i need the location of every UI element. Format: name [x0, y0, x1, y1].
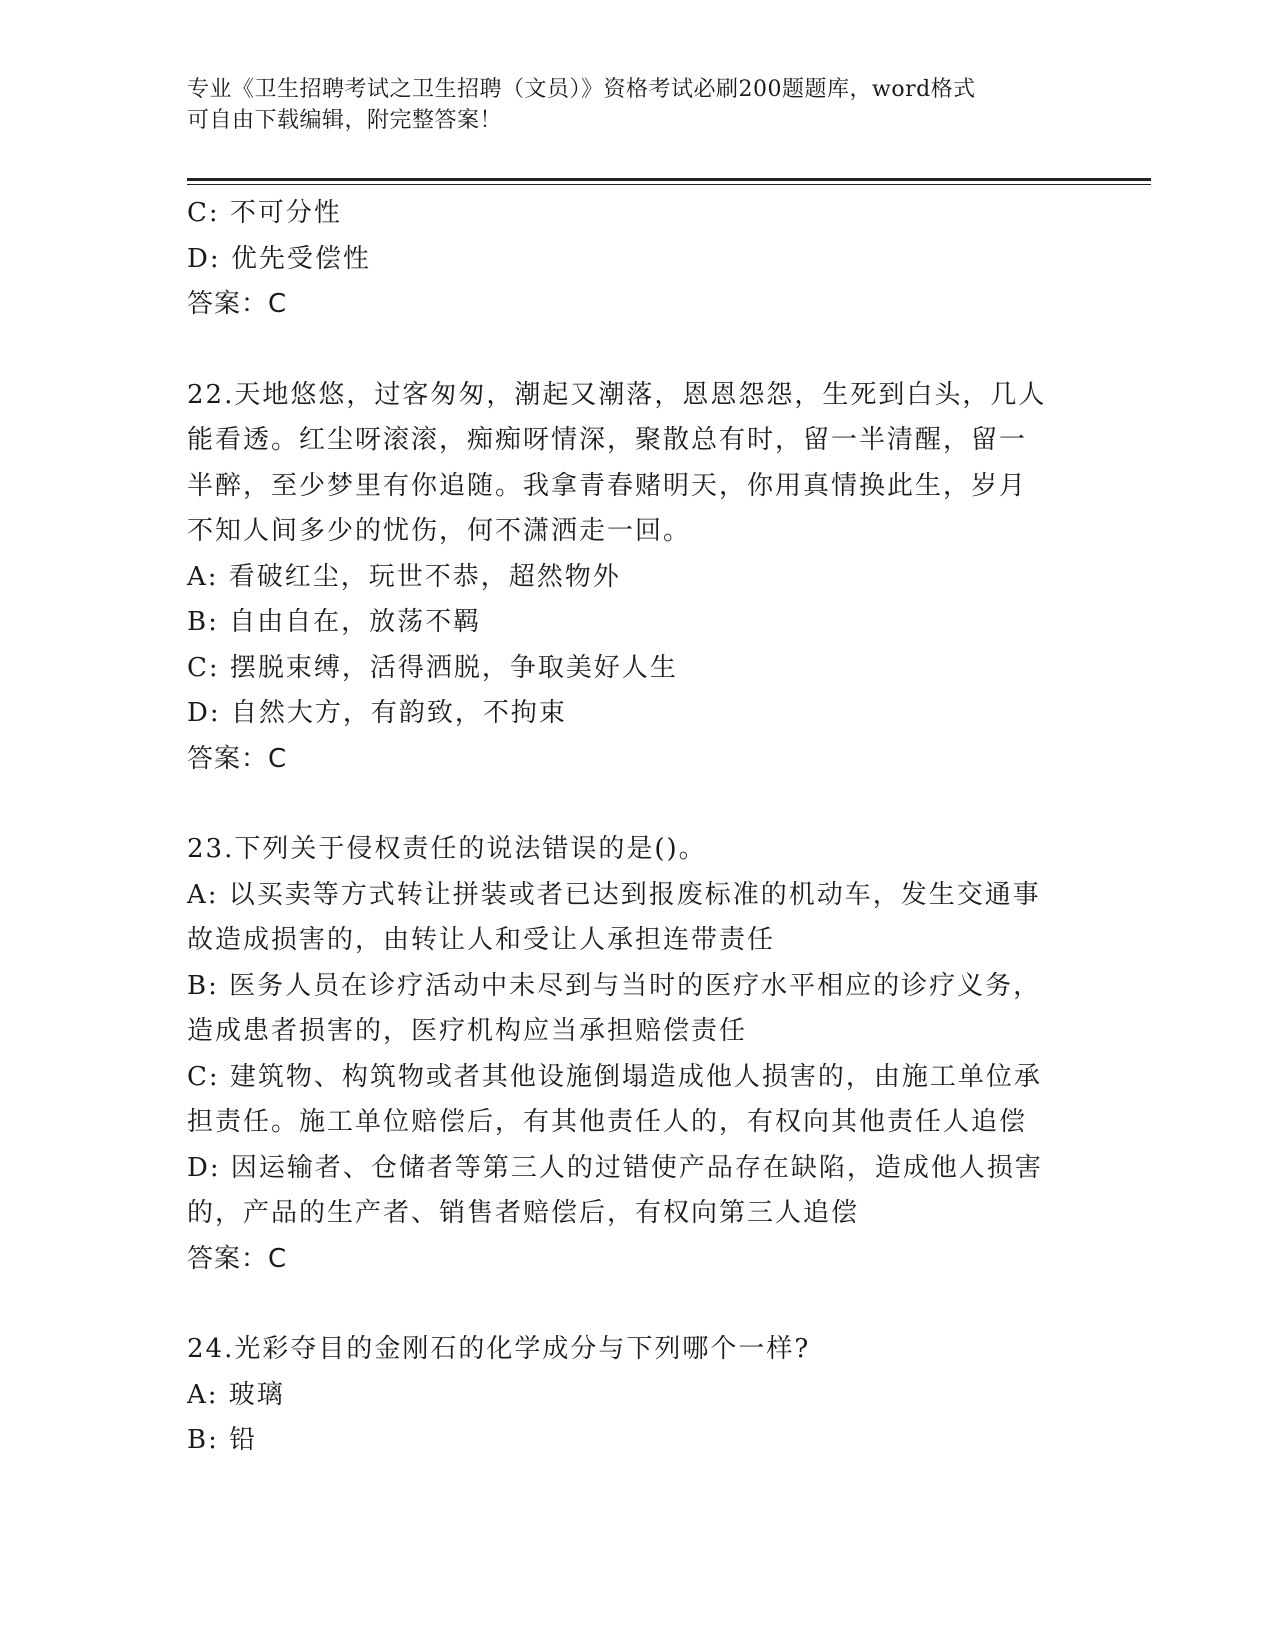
header-line-2: 可自由下载编辑，附完整答案！	[187, 108, 503, 133]
question-stem: 24.光彩夺目的金刚石的化学成分与下列哪个一样?	[187, 1334, 811, 1364]
question-stem-line: 不知人间多少的忧伤，何不潇洒走一回。	[187, 516, 692, 546]
option-d: D: 自然大方，有韵致，不拘束	[187, 698, 567, 728]
option-b: B: 铅	[187, 1425, 258, 1455]
question-22	[187, 373, 1087, 783]
answer-line: 答案：C	[187, 743, 288, 774]
option-a-line: A: 以买卖等方式转让拼装或者已达到报废标准的机动车，发生交通事	[187, 879, 1041, 910]
option-c: C: 摆脱束缚，活得洒脱，争取美好人生	[187, 652, 678, 683]
header-line-1: 专业《卫生招聘考试之卫生招聘（文员）》资格考试必刷200题题库，word格式	[187, 77, 976, 102]
spacer	[187, 1282, 1087, 1327]
previous-question	[187, 191, 1087, 328]
spacer	[187, 328, 1087, 373]
spacer	[187, 782, 1087, 827]
option-c: C: 不可分性	[187, 198, 342, 228]
document-header	[187, 74, 1067, 136]
question-content	[187, 191, 1087, 1464]
header-divider-thin	[187, 184, 1151, 185]
option-b-line: 造成患者损害的，医疗机构应当承担赔偿责任	[187, 1016, 748, 1046]
question-stem: 23.下列关于侵权责任的说法错误的是()。	[187, 834, 707, 864]
answer-line: 答案：C	[187, 1243, 288, 1274]
option-b-line: B: 医务人员在诊疗活动中未尽到与当时的医疗水平相应的诊疗义务，	[187, 970, 1042, 1001]
answer-line: 答案：C	[187, 289, 288, 319]
option-d-line: D: 因运输者、仓储者等第三人的过错使产品存在缺陷，造成他人损害	[187, 1152, 1043, 1183]
question-stem-line: 半醉，至少梦里有你追随。我拿青春赌明天，你用真情换此生，岁月	[187, 470, 1028, 501]
option-a: A: 玻璃	[187, 1379, 285, 1410]
option-b: B: 自由自在，放荡不羁	[187, 607, 482, 637]
header-divider-thick	[187, 178, 1151, 181]
option-c-line: 担责任。施工单位赔偿后，有其他责任人的，有权向其他责任人追偿	[187, 1107, 1028, 1137]
option-d-line: 的，产品的生产者、销售者赔偿后，有权向第三人追偿	[187, 1198, 860, 1228]
question-stem-line: 22.天地悠悠，过客匆匆，潮起又潮落，恩恩怨怨，生死到白头，几人	[187, 379, 1047, 410]
option-d: D: 优先受偿性	[187, 243, 371, 274]
option-a-line: 故造成损害的，由转让人和受让人承担连带责任	[187, 925, 776, 955]
option-a: A: 看破红尘，玩世不恭，超然物外	[187, 561, 621, 592]
option-c-line: C: 建筑物、构筑物或者其他设施倒塌造成他人损害的，由施工单位承	[187, 1061, 1042, 1092]
question-stem-line: 能看透。红尘呀滚滚，痴痴呀情深，聚散总有时，留一半清醒，留一	[187, 425, 1028, 455]
question-23	[187, 827, 1087, 1282]
question-24	[187, 1327, 1087, 1464]
